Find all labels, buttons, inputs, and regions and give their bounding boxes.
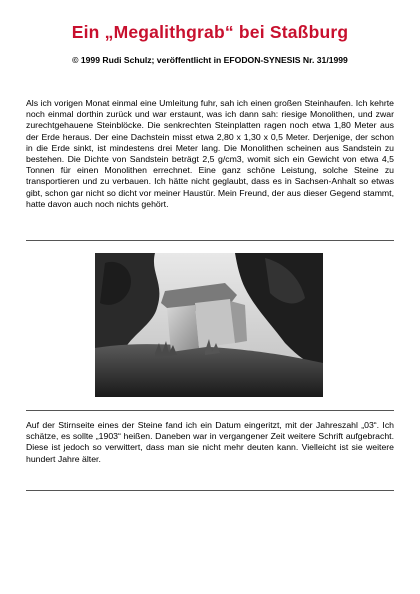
paragraph-intro: Als ich vorigen Monat einmal eine Umleitung fuhr, sah ich einen großen Steinhaufen. Ich kehrte noch einmal dorthin zurück und war erstaunt, was ich dann sah: riesige Monolithen, und zwar zurechtgehauene Steinblöcke. Die senkrechten Steinplatten ragen noch etwa 1,80 Meter aus der Erde heraus. Der eine Dachstein misst etwa 2,80 x 1,30 x 0,5 Meter. Derjenige, der schon in die Erde sinkt, ist mindestens drei Meter lang. Die Monolithen scheinen aus Sandstein zu bestehen. Die Dichte von Sandstein beträgt 2,5 g/cm3, womit sich ein Gewicht von etwa 4,5 Tonnen für einen Monolithen errechnet. Eine ganz schöne Leistung, solche Steine zu transportieren und zu verbauen. Ich hätte nicht geglaubt, dass es in Sachsen-Anhalt so etwas gibt, schon gar nicht so dicht vor meiner Haustür. Mein Freund, der aus dieser Gegend stammt, hatte davon auch noch nichts gehört. (26, 98, 394, 209)
divider-bottom (26, 490, 394, 491)
megalith-photo (95, 253, 323, 397)
paragraph-inscription: Auf der Stirnseite eines der Steine fand ich ein Datum eingeritzt, mit der Jahreszahl „03“. Ich schätze, es sollte „1903“ heißen. Daneben war in vergangener Zeit weitere Schrift aufgebracht. Diese ist jedoch so verwittert, dass man sie nicht mehr deuten kann. Vielleicht ist sie weitere hundert Jahre älter. (26, 420, 394, 464)
article-title: Ein „Megalithgrab“ bei Staßburg (71, 22, 349, 42)
divider-middle (26, 410, 394, 411)
divider-top (26, 240, 394, 241)
copyright-line: © 1999 Rudi Schulz; veröffentlicht in EFODON-SYNESIS Nr. 31/1999 (72, 55, 348, 65)
megalith-photo-graphic (95, 253, 323, 397)
